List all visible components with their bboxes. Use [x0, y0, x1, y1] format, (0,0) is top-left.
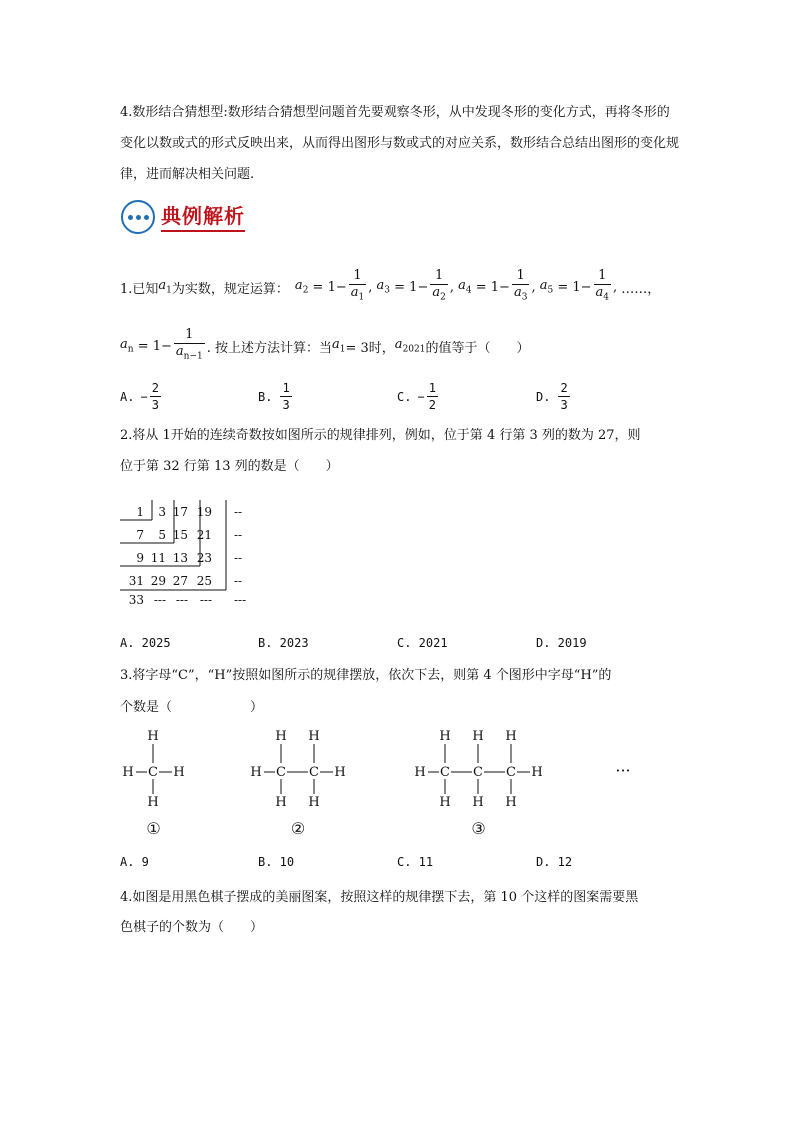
atom-h: H — [414, 765, 426, 780]
intro-paragraph: 4.数形结合猜想型:数形结合猜想型问题首先要观察冬形，从中发现冬形的变化方式，再将冬形的变化以数或式的形式反映出来，从而得出图形与数或式的对应关系，数形结合总结出图形的变化规律，进而解决相关问题. — [120, 105, 680, 182]
grid-cell: --- — [199, 593, 212, 606]
grid-cell: 21 — [196, 528, 212, 542]
atom-h: H — [439, 795, 451, 810]
atom-h: H — [472, 795, 484, 810]
q1-line2-suffix: . 按上述方法计算：当 — [206, 340, 332, 356]
q1-option-a: A. − $\frac{2}{3}$ — [120, 381, 159, 412]
atom-c: C — [309, 765, 319, 780]
grid-cell: 13 — [172, 551, 188, 565]
atom-h: H — [250, 765, 262, 780]
atom-c: C — [276, 765, 286, 780]
atom-h: H — [122, 765, 134, 780]
q1-var-a1: $a_1$ — [158, 278, 172, 296]
grid-cell: 9 — [136, 551, 144, 565]
atom-c: C — [473, 765, 483, 780]
atom-c: C — [148, 765, 158, 780]
q1-line2: $a_n$ = 1− $\frac{1}{a_{n-1}}$ . 按上述方法计算：当 $a_1$ = 3时， $a_{2021}$ 的值等于（ ） — [120, 322, 529, 370]
grid-cell: -- — [234, 528, 243, 542]
atom-c: C — [440, 765, 450, 780]
ellipsis-circle-icon — [121, 200, 155, 234]
atom-h: H — [308, 729, 320, 744]
grid-cell: 5 — [158, 528, 166, 542]
grid-cell: 19 — [196, 505, 212, 519]
q1-option-d: D. $\frac{2}{3}$ — [536, 381, 568, 412]
grid-cell: 33 — [128, 593, 144, 606]
figure-label: ③ — [471, 819, 486, 838]
atom-h: H — [275, 795, 287, 810]
grid-cell: --- — [234, 593, 247, 606]
grid-cell: 1 — [136, 505, 144, 519]
q3-option-c: C. 11 — [397, 855, 434, 869]
atom-h: H — [531, 765, 543, 780]
grid-cell: 23 — [196, 551, 212, 565]
q1-mid: 为实数，规定运算： — [171, 281, 289, 297]
odd-number-grid — [118, 498, 258, 606]
section-banner — [121, 200, 245, 234]
grid-cell: 11 — [150, 551, 166, 565]
q2-option-b: B. 2023 — [258, 636, 309, 650]
grid-cell: 31 — [128, 574, 144, 588]
q1-option-b: B. $\frac{1}{3}$ — [258, 381, 290, 412]
q1-line1: 1.已知 $a_1$ 为实数，规定运算： $a_2$ = 1− $\frac{1}{a_1}$ , $a_3$ = 1− $\frac{1}{a_2}$ , $a_4$ = 1− $\frac{1}{a_3}$ , $a_5$ = 1− $\frac{1}{a_4}$ , ……， — [120, 262, 660, 312]
q1-option-c: C. − $\frac{1}{2}$ — [397, 381, 436, 412]
atom-h: H — [334, 765, 346, 780]
q3-option-d: D. 12 — [536, 855, 573, 869]
continuation-dots: ··· — [615, 761, 631, 780]
q4-line1: 4.如图是用黑色棋子摆成的美丽图案，按照这样的规律摆下去，第 10 个这样的图案需要黑 — [120, 890, 639, 905]
grid-cell: --- — [153, 593, 166, 606]
atom-h: H — [173, 765, 185, 780]
q2-option-c: C. 2021 — [397, 636, 448, 650]
atom-h: H — [439, 729, 451, 744]
atom-h: H — [472, 729, 484, 744]
grid-cell: -- — [234, 505, 243, 519]
grid-cell: 3 — [158, 505, 166, 519]
ch-structure-figure — [120, 728, 640, 846]
q4-line2: 色棋子的个数为（ ） — [120, 920, 264, 935]
grid-cell: 29 — [150, 574, 166, 588]
atom-h: H — [147, 795, 159, 810]
q1-ellipsis: ……， — [621, 281, 661, 297]
grid-cell: 17 — [172, 505, 188, 519]
q1-end: 的值等于（ ） — [425, 340, 530, 356]
grid-cell: 27 — [172, 574, 188, 588]
grid-cell: 7 — [136, 528, 144, 542]
grid-cell: -- — [234, 551, 243, 565]
atom-h: H — [308, 795, 320, 810]
atom-h: H — [505, 795, 517, 810]
q2-line2: 位于第 32 行第 13 列的数是（ ） — [120, 459, 339, 474]
q1-cond: = 3时， — [345, 340, 395, 356]
grid-cell: --- — [175, 593, 188, 606]
atom-h: H — [147, 729, 159, 744]
grid-cell: 25 — [196, 574, 212, 588]
grid-cell: 15 — [172, 528, 188, 542]
grid-cell: -- — [234, 574, 243, 588]
atom-h: H — [275, 729, 287, 744]
atom-h: H — [505, 729, 517, 744]
section-title: 典例解析 — [161, 202, 245, 232]
q3-option-b: B. 10 — [258, 855, 295, 869]
q2-line1: 2.将从 1开始的连续奇数按如图所示的规律排列，例如，位于第 4 行第 3 列的数为 27，则 — [120, 428, 641, 443]
q1-prefix: 1.已知 — [120, 281, 159, 297]
figure-label: ① — [146, 819, 161, 838]
q3-line2: 个数是（ ） — [120, 700, 264, 715]
atom-c: C — [506, 765, 516, 780]
figure-label: ② — [290, 819, 306, 838]
q2-option-a: A. 2025 — [120, 636, 171, 650]
q2-option-d: D. 2019 — [536, 636, 587, 650]
q3-option-a: A. 9 — [120, 855, 149, 869]
q3-line1: 3.将字母“C”，“H”按照如图所示的规律摆放，依次下去，则第 4 个图形中字母“H”的 — [120, 668, 612, 683]
